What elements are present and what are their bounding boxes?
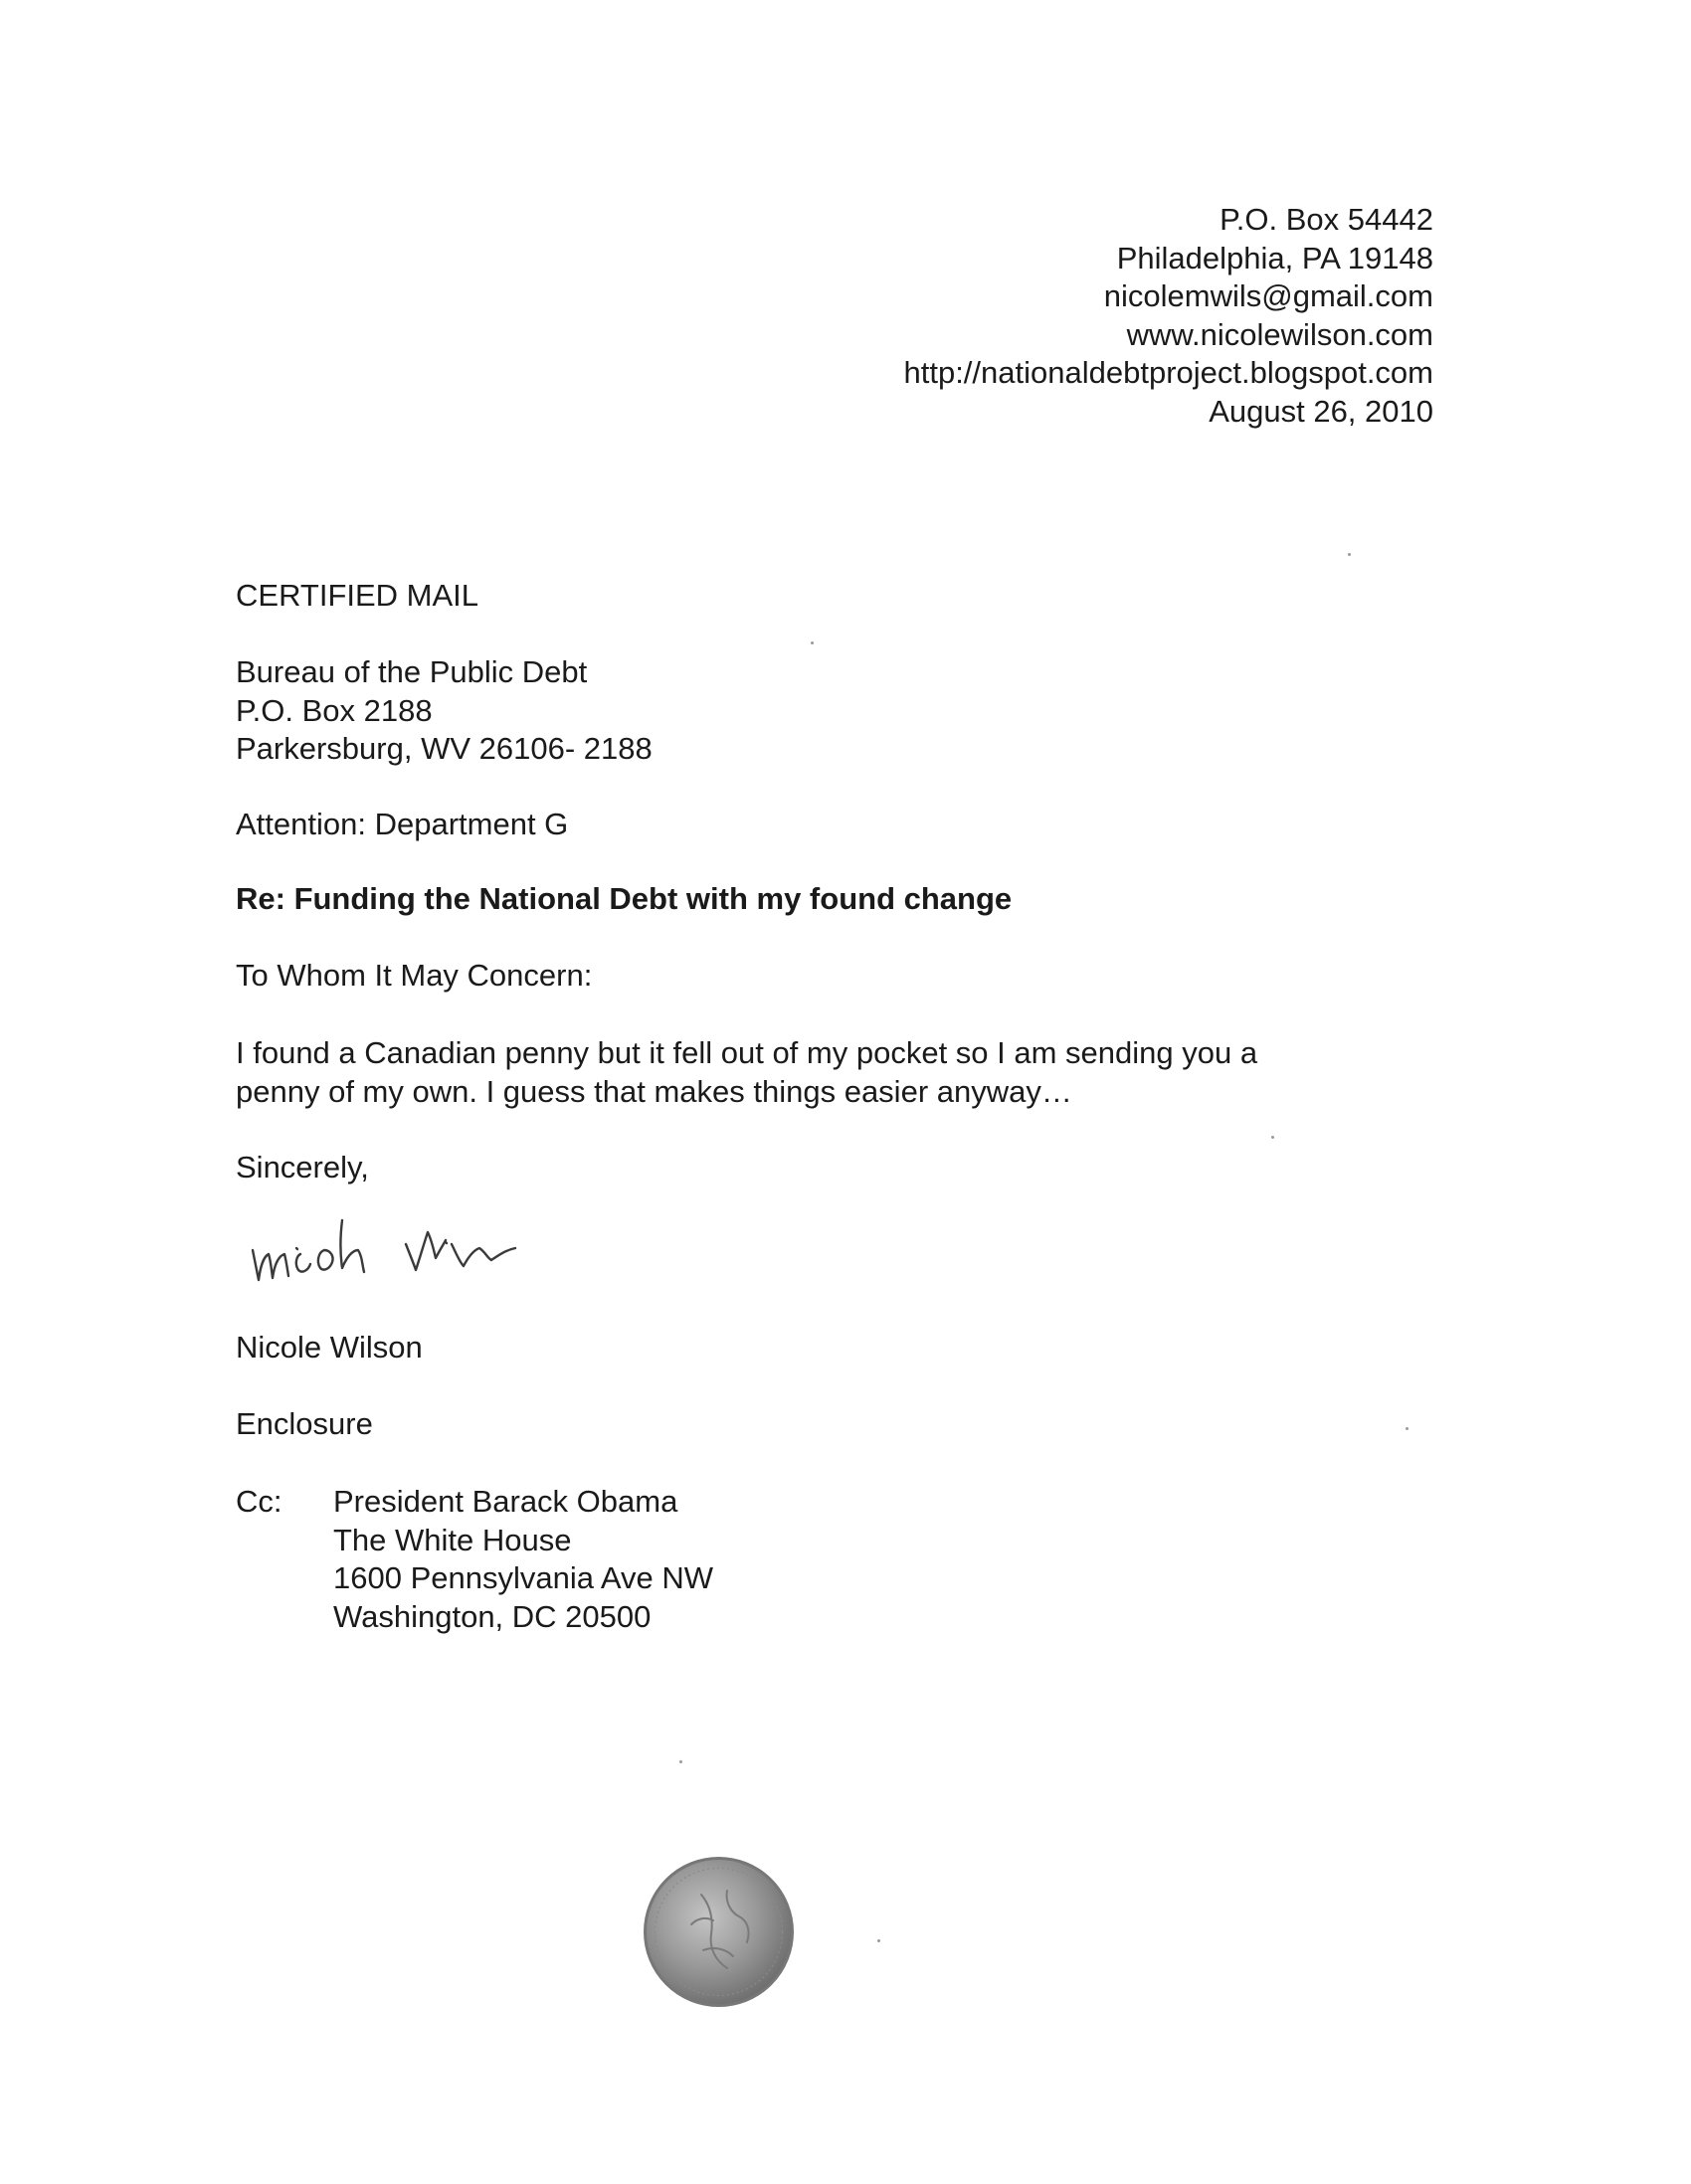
letter-body [236,1034,1257,1111]
closing: Sincerely, [236,1150,369,1184]
scan-speck [877,1939,880,1942]
recipient-address-block [236,653,653,769]
cc-street: 1600 Pennsylvania Ave NW [333,1560,713,1595]
delivery-method: CERTIFIED MAIL [236,578,479,613]
sender-city-state-zip: Philadelphia, PA 19148 [1116,240,1433,275]
body-line-2: penny of my own. I guess that makes things easier anyway… [236,1073,1072,1109]
enclosure-note: Enclosure [236,1406,373,1441]
scan-speck [1271,1136,1274,1139]
sender-email: nicolemwils@gmail.com [1103,278,1433,313]
scan-speck [1406,1427,1409,1430]
subject-line: Re: Funding the National Debt with my found change [236,881,1013,916]
scan-speck [679,1760,682,1763]
handwritten-signature [239,1188,706,1308]
sender-website: www.nicolewilson.com [1126,316,1433,352]
cc-organization: The White House [333,1522,572,1557]
recipient-name: Bureau of the Public Debt [236,654,588,689]
scan-speck [811,641,814,644]
sender-blog-url: http://nationaldebtproject.blogspot.com [903,355,1433,390]
body-line-1: I found a Canadian penny but it fell out of my pocket so I am sending you a [236,1035,1258,1070]
sender-address-block [903,201,1433,431]
sender-po-box: P.O. Box 54442 [1220,202,1433,237]
salutation: To Whom It May Concern: [236,958,593,993]
recipient-city-state-zip: Parkersburg, WV 26106- 2188 [236,731,653,766]
cc-label: Cc: [236,1484,282,1519]
letter-date: August 26, 2010 [1209,393,1433,429]
penny-coin-image [642,1855,796,2009]
cc-address-block [333,1483,713,1636]
cc-city-state-zip: Washington, DC 20500 [333,1598,652,1634]
scan-speck [1348,553,1351,556]
cc-name: President Barack Obama [333,1484,678,1519]
signer-name: Nicole Wilson [236,1330,423,1365]
recipient-po-box: P.O. Box 2188 [236,692,433,728]
attention-line: Attention: Department G [236,807,569,841]
